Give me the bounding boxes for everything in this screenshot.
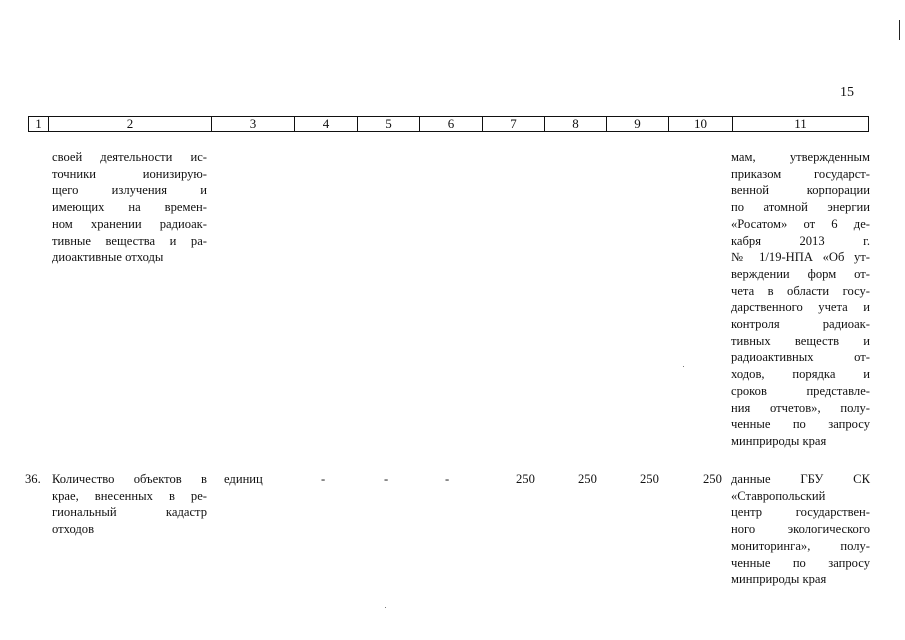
- text-line: венной корпорации: [731, 183, 870, 198]
- text-line: кабря 2013 г.: [731, 233, 870, 248]
- text-line: Количество объектов в: [52, 472, 207, 486]
- page-number: 15: [840, 85, 854, 100]
- text-line: своей деятельности ис-: [52, 150, 207, 164]
- row-36-col5-value: -: [384, 472, 389, 486]
- text-line: точники ионизирую-: [52, 166, 207, 181]
- header-col-3: 3: [211, 117, 294, 131]
- margin-mark: [899, 20, 900, 40]
- text-line: «Росатом» от 6 де-: [731, 216, 870, 231]
- text-line: данные ГБУ СК: [731, 472, 870, 486]
- header-col-1: 1: [35, 116, 42, 131]
- row-36-indicator-name: [52, 471, 207, 538]
- header-col-6: 6: [419, 117, 482, 131]
- text-line: сроков представле-: [731, 383, 870, 398]
- header-col-9: 9: [606, 117, 668, 131]
- text-line: ного экологического: [731, 522, 870, 537]
- text-line: контроля радиоак-: [731, 317, 870, 332]
- text-line: диоактивные отходы: [52, 250, 164, 265]
- scan-speck: [385, 607, 386, 608]
- text-line: мам, утвержденным: [731, 150, 870, 164]
- text-line: по атомной энергии: [731, 200, 870, 215]
- text-line: мониторинга», полу-: [731, 538, 870, 553]
- text-line: тивных веществ и: [731, 333, 870, 348]
- text-line: отходов: [52, 522, 95, 537]
- text-line: центр государствен-: [731, 505, 870, 520]
- text-line: ченные по запросу: [731, 555, 870, 570]
- text-line: имеющих на времен-: [52, 200, 207, 215]
- row-36-col6-value: -: [445, 472, 450, 486]
- text-line: чета в области госу-: [731, 283, 870, 298]
- header-col-4: 4: [294, 117, 357, 131]
- text-line: крае, внесенных в ре-: [52, 488, 207, 503]
- text-line: приказом государст-: [731, 166, 870, 181]
- header-col-7: 7: [482, 117, 544, 131]
- text-line: минприроды края: [731, 572, 827, 587]
- text-line: щего излучения и: [52, 183, 207, 198]
- row-36-col8-value: 250: [578, 472, 597, 486]
- text-line: «Ставропольский: [731, 488, 826, 503]
- text-line: радиоактивных от-: [731, 350, 870, 365]
- row-36-source: [731, 471, 870, 588]
- header-col-2: 2: [48, 117, 211, 131]
- text-line: минприроды края: [731, 433, 827, 448]
- row-36-col10-value: 250: [703, 472, 722, 486]
- text-line: ном хранении радиоак-: [52, 216, 207, 231]
- header-col-5: 5: [357, 117, 419, 131]
- header-col-8: 8: [544, 117, 606, 131]
- table-header-row: [28, 116, 869, 132]
- text-line: ния отчетов», полу-: [731, 400, 870, 415]
- continued-row-source: [731, 149, 870, 450]
- text-line: дарственного учета и: [731, 300, 870, 315]
- continued-row-indicator-name: [52, 149, 207, 266]
- scan-speck: [683, 366, 684, 367]
- row-36-unit: единиц: [224, 472, 263, 486]
- row-36-col7-value: 250: [516, 472, 535, 486]
- text-line: тивные вещества и ра-: [52, 233, 207, 248]
- text-line: № 1/19-НПА «Об ут-: [731, 250, 870, 265]
- header-col-11: 11: [732, 117, 868, 131]
- header-col-10: 10: [668, 117, 732, 131]
- text-line: ченные по запросу: [731, 417, 870, 432]
- row-36-col9-value: 250: [640, 472, 659, 486]
- row-number: 36.: [25, 472, 41, 486]
- text-line: ходов, порядка и: [731, 367, 870, 382]
- row-36-col4-value: -: [321, 472, 326, 486]
- text-line: верждении форм от-: [731, 266, 870, 281]
- text-line: гиональный кадастр: [52, 505, 207, 520]
